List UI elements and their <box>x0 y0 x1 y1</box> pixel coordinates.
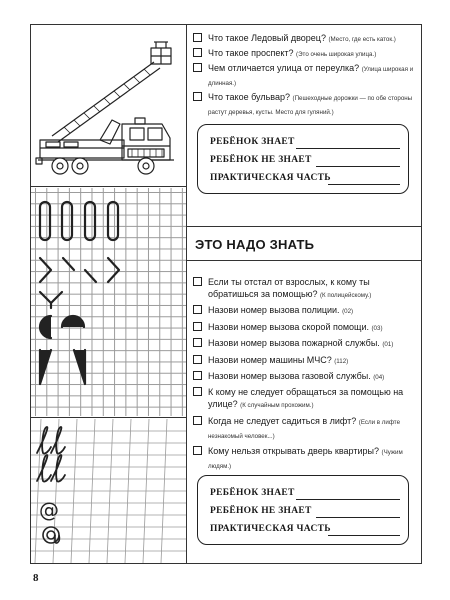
knows-answer-line[interactable] <box>296 499 400 500</box>
question-text: Назови номер вызова газовой службы. <box>208 370 371 381</box>
answer-hint: (02) <box>342 308 354 316</box>
answer-checkbox[interactable] <box>193 48 202 57</box>
answer-hint: (03) <box>371 324 383 332</box>
answer-checkbox[interactable] <box>193 322 202 331</box>
list-item <box>193 370 417 384</box>
not-knows-row <box>210 153 400 171</box>
answer-checkbox[interactable] <box>193 387 202 396</box>
answer-checkbox[interactable] <box>193 33 202 42</box>
question-text: Кому нельзя открывать дверь квартиры? <box>208 446 379 457</box>
question-text: Назови номер машины МЧС? <box>208 354 332 365</box>
answer-hint: (01) <box>382 341 394 349</box>
answer-hint: (Это очень широкая улица.) <box>296 51 377 58</box>
knowledge-box-bottom <box>197 475 409 545</box>
answer-hint: (К полицейскому.) <box>319 292 372 299</box>
list-item <box>193 386 417 412</box>
question-text: Что такое проспект? <box>208 48 294 58</box>
question-text: Когда не следует садиться в лифт? <box>208 415 357 426</box>
answer-checkbox[interactable] <box>193 92 202 101</box>
fire-truck-illustration <box>34 28 184 182</box>
knows-answer-line[interactable] <box>296 148 400 149</box>
at-sign-sample: @ <box>39 498 59 522</box>
knows-label: РЕБЁНОК ЗНАЕТ <box>210 137 295 147</box>
answer-checkbox[interactable] <box>193 338 202 347</box>
practical-answer-line[interactable] <box>328 535 400 536</box>
answer-hint: (Место, где есть каток.) <box>328 36 396 43</box>
practical-label: ПРАКТИЧЕСКАЯ ЧАСТЬ <box>210 173 331 183</box>
answer-checkbox[interactable] <box>193 446 202 455</box>
list-item <box>193 91 415 119</box>
answer-hint: (Если в лифте незнакомый человек...) <box>208 418 401 440</box>
not-knows-answer-line[interactable] <box>316 517 400 518</box>
grid-patterns <box>31 188 186 416</box>
not-knows-label: РЕБЁНОК НЕ ЗНАЕТ <box>210 155 312 165</box>
answer-checkbox[interactable] <box>193 305 202 314</box>
question-text: Назови номер вызова пожарной службы. <box>208 338 380 349</box>
question-text: Что такое бульвар? <box>208 92 290 102</box>
practical-row <box>210 171 400 189</box>
answer-hint: (Пешеходные дорожки — по обе стороны растут деревья, кусты. Место для гуляний.) <box>208 95 413 116</box>
answer-hint: (04) <box>373 373 385 381</box>
answer-hint: (Чужим людям.) <box>208 449 403 471</box>
list-item <box>193 354 417 368</box>
answer-checkbox[interactable] <box>193 416 202 425</box>
question-text: Если ты отстал от взрослых, к кому ты обратишься за помощью? <box>208 277 370 299</box>
not-knows-answer-line[interactable] <box>316 166 400 167</box>
section-title: ЭТО НАДО ЗНАТЬ <box>195 237 315 252</box>
list-item <box>193 62 415 90</box>
answer-checkbox[interactable] <box>193 355 202 364</box>
cursive-writing-lines <box>31 419 186 563</box>
list-item <box>193 32 415 46</box>
questions-list-top <box>193 32 415 120</box>
not-knows-row <box>210 504 400 522</box>
divider-right-lower <box>186 260 422 261</box>
list-item <box>193 445 417 473</box>
question-text: Чем отличается улица от переулка? <box>208 63 360 73</box>
column-divider <box>186 24 187 564</box>
practical-row <box>210 522 400 540</box>
answer-hint: (К случайным прохожим.) <box>240 402 314 410</box>
answer-checkbox[interactable] <box>193 371 202 380</box>
answer-hint: (Улица широкая и длинная.) <box>208 66 414 87</box>
answer-checkbox[interactable] <box>193 277 202 286</box>
answer-checkbox[interactable] <box>193 63 202 72</box>
knowledge-box-top <box>197 124 409 194</box>
list-item <box>193 304 417 318</box>
knows-row <box>210 486 400 504</box>
list-item <box>193 415 417 443</box>
knows-label: РЕБЁНОК ЗНАЕТ <box>210 488 295 498</box>
list-item <box>193 47 415 61</box>
question-text: К кому не следует обращаться за помощью на улице? <box>208 387 404 410</box>
list-item <box>193 276 417 302</box>
list-item <box>193 321 417 335</box>
question-text: Что такое Ледовый дворец? <box>208 33 326 43</box>
divider-right-upper <box>186 226 422 227</box>
question-text: Назови номер вызова полиции. <box>208 305 340 316</box>
not-knows-label: РЕБЁНОК НЕ ЗНАЕТ <box>210 506 312 516</box>
practical-label: ПРАКТИЧЕСКАЯ ЧАСТЬ <box>210 524 331 534</box>
page-number: 8 <box>33 572 39 584</box>
questions-list-bottom <box>193 276 417 476</box>
question-text: Назови номер вызова скорой помощи. <box>208 321 369 332</box>
answer-hint: (112) <box>334 357 349 365</box>
practical-answer-line[interactable] <box>328 184 400 185</box>
knows-row <box>210 135 400 153</box>
list-item <box>193 337 417 351</box>
